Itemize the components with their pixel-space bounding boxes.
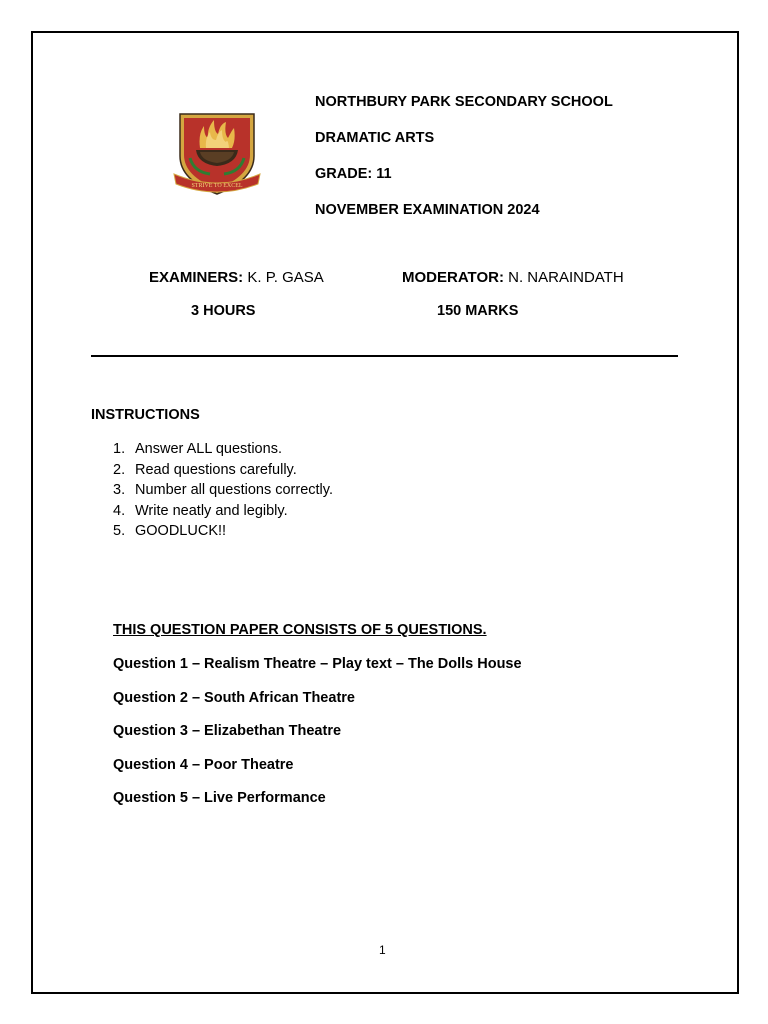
list-item: 3. Number all questions correctly. xyxy=(113,482,333,498)
page-number: 1 xyxy=(379,943,386,957)
question-item: Question 5 – Live Performance xyxy=(113,790,326,806)
question-item: Question 2 – South African Theatre xyxy=(113,689,355,706)
list-item: 2. Read questions carefully. xyxy=(113,461,297,478)
moderator-value: N. NARAINDATH xyxy=(503,269,624,286)
crest-motto: STRIVE TO EXCEL xyxy=(191,183,243,189)
question-item: Question 1 – Realism Theatre – Play text – The Dolls House xyxy=(113,656,522,672)
examiners-line xyxy=(149,269,324,286)
examiners-value: K. P. GASA xyxy=(243,269,324,286)
instructions-title: INSTRUCTIONS xyxy=(91,407,200,423)
question-item: Question 4 – Poor Theatre xyxy=(113,756,294,773)
question-item: Question 3 – Elizabethan Theatre xyxy=(113,723,342,739)
exam-header xyxy=(315,93,613,237)
question-list xyxy=(113,655,522,823)
examiners-label: EXAMINERS: xyxy=(149,269,244,286)
school-name: NORTHBURY PARK SECONDARY SCHOOL xyxy=(315,94,613,110)
instructions-list xyxy=(113,440,333,543)
duration: 3 HOURS xyxy=(191,303,256,319)
list-item: 1. Answer ALL questions. xyxy=(113,441,282,457)
school-crest-logo xyxy=(170,108,264,198)
total-marks: 150 MARKS xyxy=(437,303,519,319)
paper-consists-heading: THIS QUESTION PAPER CONSISTS OF 5 QUESTIONS. xyxy=(113,622,487,638)
moderator-line xyxy=(402,269,624,286)
list-item: 5. GOODLUCK!! xyxy=(113,523,227,539)
subject-name: DRAMATIC ARTS xyxy=(315,130,435,146)
horizontal-rule xyxy=(91,355,678,357)
grade-line: GRADE: 11 xyxy=(315,166,392,182)
exam-title: NOVEMBER EXAMINATION 2024 xyxy=(315,202,540,218)
moderator-label: MODERATOR: xyxy=(402,269,504,286)
list-item: 4. Write neatly and legibly. xyxy=(113,502,288,519)
